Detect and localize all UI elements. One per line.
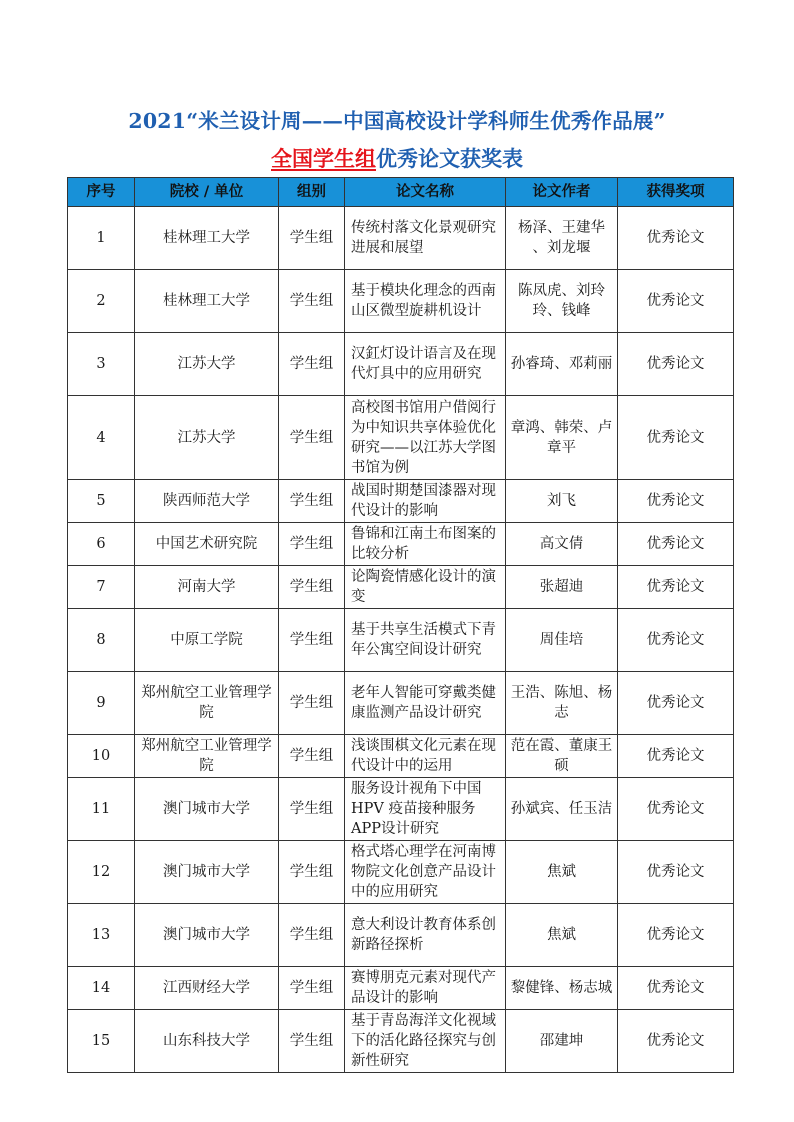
row-group: 学生组 xyxy=(279,1010,345,1073)
row-no: 3 xyxy=(68,333,135,396)
row-group: 学生组 xyxy=(279,904,345,967)
table-row xyxy=(68,480,734,523)
table-row xyxy=(68,333,734,396)
row-author: 张超迪 xyxy=(506,566,618,609)
row-title: 传统村落文化景观研究进展和展望 xyxy=(345,207,506,270)
row-award: 优秀论文 xyxy=(618,333,734,396)
row-school: 郑州航空工业管理学院 xyxy=(135,735,279,778)
row-school: 江苏大学 xyxy=(135,333,279,396)
row-no: 6 xyxy=(68,523,135,566)
row-author: 孙睿琦、邓莉丽 xyxy=(506,333,618,396)
row-title: 论陶瓷情感化设计的演变 xyxy=(345,566,506,609)
row-group: 学生组 xyxy=(279,735,345,778)
row-award: 优秀论文 xyxy=(618,672,734,735)
header-no: 序号 xyxy=(68,178,135,207)
row-author: 陈凤虎、刘玲玲、钱峰 xyxy=(506,270,618,333)
row-award: 优秀论文 xyxy=(618,967,734,1010)
row-title: 汉釭灯设计语言及在现代灯具中的应用研究 xyxy=(345,333,506,396)
row-no: 13 xyxy=(68,904,135,967)
document-title: 2021“米兰设计周——中国高校设计学科师生优秀作品展” xyxy=(128,109,666,133)
row-title: 浅谈围棋文化元素在现代设计中的运用 xyxy=(345,735,506,778)
row-title: 战国时期楚国漆器对现代设计的影响 xyxy=(345,480,506,523)
row-author: 王浩、陈旭、杨志 xyxy=(506,672,618,735)
row-no: 11 xyxy=(68,778,135,841)
table-row xyxy=(68,207,734,270)
row-author: 周佳培 xyxy=(506,609,618,672)
table-row xyxy=(68,566,734,609)
row-title: 老年人智能可穿戴类健康监测产品设计研究 xyxy=(345,672,506,735)
table-row xyxy=(68,778,734,841)
row-award: 优秀论文 xyxy=(618,566,734,609)
table-row xyxy=(68,967,734,1010)
row-group: 学生组 xyxy=(279,967,345,1010)
row-school: 江西财经大学 xyxy=(135,967,279,1010)
header-author: 论文作者 xyxy=(506,178,618,207)
row-school: 澳门城市大学 xyxy=(135,778,279,841)
row-author: 范在霞、董康王硕 xyxy=(506,735,618,778)
row-group: 学生组 xyxy=(279,396,345,480)
row-author: 焦斌 xyxy=(506,904,618,967)
row-no: 12 xyxy=(68,841,135,904)
row-no: 15 xyxy=(68,1010,135,1073)
row-school: 中原工学院 xyxy=(135,609,279,672)
row-school: 中国艺术研究院 xyxy=(135,523,279,566)
subtitle-rest: 优秀论文获奖表 xyxy=(376,146,523,171)
row-school: 桂林理工大学 xyxy=(135,207,279,270)
row-school: 陕西师范大学 xyxy=(135,480,279,523)
row-school: 澳门城市大学 xyxy=(135,841,279,904)
row-school: 山东科技大学 xyxy=(135,1010,279,1073)
row-school: 桂林理工大学 xyxy=(135,270,279,333)
row-author: 高文倩 xyxy=(506,523,618,566)
row-group: 学生组 xyxy=(279,480,345,523)
row-no: 5 xyxy=(68,480,135,523)
row-title: 意大利设计教育体系创新路径探析 xyxy=(345,904,506,967)
row-group: 学生组 xyxy=(279,778,345,841)
row-title: 赛博朋克元素对现代产品设计的影响 xyxy=(345,967,506,1010)
row-no: 2 xyxy=(68,270,135,333)
row-award: 优秀论文 xyxy=(618,609,734,672)
award-table xyxy=(67,177,734,1073)
row-no: 8 xyxy=(68,609,135,672)
document-subtitle xyxy=(0,143,794,173)
row-author: 刘飞 xyxy=(506,480,618,523)
table-row xyxy=(68,1010,734,1073)
row-author: 章鸿、韩荣、卢章平 xyxy=(506,396,618,480)
row-title: 格式塔心理学在河南博物院文化创意产品设计中的应用研究 xyxy=(345,841,506,904)
table-row xyxy=(68,735,734,778)
row-award: 优秀论文 xyxy=(618,480,734,523)
row-group: 学生组 xyxy=(279,672,345,735)
row-award: 优秀论文 xyxy=(618,778,734,841)
row-title: 基于青岛海洋文化视域下的活化路径探究与创新性研究 xyxy=(345,1010,506,1073)
table-row xyxy=(68,270,734,333)
header-group: 组别 xyxy=(279,178,345,207)
row-award: 优秀论文 xyxy=(618,523,734,566)
row-no: 4 xyxy=(68,396,135,480)
row-no: 10 xyxy=(68,735,135,778)
row-title: 高校图书馆用户借阅行为中知识共享体验优化研究——以江苏大学图书馆为例 xyxy=(345,396,506,480)
row-group: 学生组 xyxy=(279,566,345,609)
table-row xyxy=(68,841,734,904)
row-award: 优秀论文 xyxy=(618,1010,734,1073)
row-group: 学生组 xyxy=(279,207,345,270)
row-award: 优秀论文 xyxy=(618,735,734,778)
row-award: 优秀论文 xyxy=(618,841,734,904)
row-no: 7 xyxy=(68,566,135,609)
row-title: 基于模块化理念的西南山区微型旋耕机设计 xyxy=(345,270,506,333)
row-title: 服务设计视角下中国HPV 疫苗接种服务APP设计研究 xyxy=(345,778,506,841)
table-header-row xyxy=(68,178,734,207)
header-school: 院校 / 单位 xyxy=(135,178,279,207)
table-row xyxy=(68,523,734,566)
row-author: 杨泽、王建华 、刘龙堰 xyxy=(506,207,618,270)
table-row xyxy=(68,904,734,967)
row-no: 9 xyxy=(68,672,135,735)
row-no: 1 xyxy=(68,207,135,270)
row-school: 江苏大学 xyxy=(135,396,279,480)
row-author: 孙斌宾、任玉洁 xyxy=(506,778,618,841)
row-group: 学生组 xyxy=(279,333,345,396)
row-group: 学生组 xyxy=(279,523,345,566)
row-group: 学生组 xyxy=(279,841,345,904)
table-row xyxy=(68,672,734,735)
row-no: 14 xyxy=(68,967,135,1010)
row-group: 学生组 xyxy=(279,270,345,333)
row-title: 鲁锦和江南土布图案的比较分析 xyxy=(345,523,506,566)
row-author: 焦斌 xyxy=(506,841,618,904)
subtitle-highlight: 全国学生组 xyxy=(271,146,376,171)
row-school: 河南大学 xyxy=(135,566,279,609)
row-group: 学生组 xyxy=(279,609,345,672)
table-row xyxy=(68,609,734,672)
row-school: 澳门城市大学 xyxy=(135,904,279,967)
row-author: 黎健锋、杨志城 xyxy=(506,967,618,1010)
row-author: 邵建坤 xyxy=(506,1010,618,1073)
row-award: 优秀论文 xyxy=(618,904,734,967)
row-award: 优秀论文 xyxy=(618,270,734,333)
row-title: 基于共享生活模式下青年公寓空间设计研究 xyxy=(345,609,506,672)
table-row xyxy=(68,396,734,480)
header-award: 获得奖项 xyxy=(618,178,734,207)
row-school: 郑州航空工业管理学院 xyxy=(135,672,279,735)
row-award: 优秀论文 xyxy=(618,207,734,270)
header-title: 论文名称 xyxy=(345,178,506,207)
row-award: 优秀论文 xyxy=(618,396,734,480)
